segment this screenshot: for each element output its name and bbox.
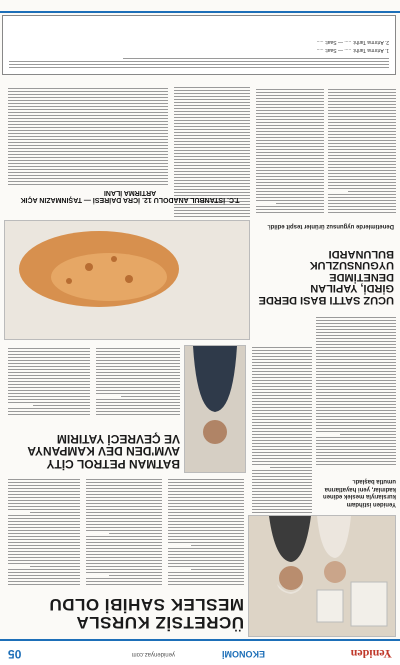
second-story-kicker: Denetimlerde uygunsuz ürünler tespit edildi. — [267, 223, 394, 229]
legal-notice-title: T.C. İSTANBUL ANADOLU 12. İCRA DAİRESİ — TAŞINMAZIN AÇIK ARTIRMA İLANI — [20, 189, 240, 203]
section-label: EKONOMİ — [221, 649, 265, 659]
lead-story-headline: ÜCRETSİZ KURSLA MESLEK SAHİBİ OLDU — [48, 595, 244, 632]
lead-story-column-5 — [316, 315, 396, 465]
website-label: yenidenyaz.com — [131, 651, 175, 657]
third-story-column-1 — [96, 345, 180, 415]
third-story-photo — [184, 345, 246, 473]
masthead — [0, 639, 400, 665]
lead-story-column-4 — [252, 343, 312, 513]
second-story-column-3 — [256, 85, 324, 213]
women-at-course-image — [249, 516, 395, 636]
lead-story-column-1 — [168, 477, 244, 585]
lead-story-column-2 — [86, 477, 162, 585]
auction-date-1: 1. Artırma Tarihi: ..... — Saat: ..... — [316, 47, 389, 53]
lead-story-column-3 — [8, 477, 80, 585]
second-story-photo — [4, 220, 250, 340]
third-story-headline: BATMAN PETROL CİTY AVM'DEN DEV KAMPANYA VE ÇEVRECİ YATIRIM — [27, 431, 180, 471]
confiscated-goods-image — [5, 221, 249, 339]
legal-notice-body — [8, 85, 168, 185]
auction-box-text — [3, 54, 395, 74]
third-story-column-2 — [8, 345, 90, 415]
newspaper-logo: Yeniden — [350, 647, 392, 661]
footer-rule — [0, 11, 400, 13]
lead-story-photo — [248, 515, 396, 637]
page-number: 05 — [8, 647, 22, 661]
auction-dates-box — [2, 15, 396, 75]
man-portrait-image — [185, 346, 245, 472]
lead-story-intro: Yeniden istihdam kurslarıyla meslek edinen kadınlar, yeni hayatlarına umutla başladı. — [322, 478, 396, 507]
auction-date-2: 2. Artırma Tarihi: ..... — Saat: ..... — [316, 39, 389, 45]
second-story-column-2 — [328, 85, 396, 213]
second-story-headline: UCUZ SATTI BASI DERDE GİRDİ, YAPILAN DENETİMDE UYGUNSUZLUK BULUNARDI — [258, 247, 394, 306]
